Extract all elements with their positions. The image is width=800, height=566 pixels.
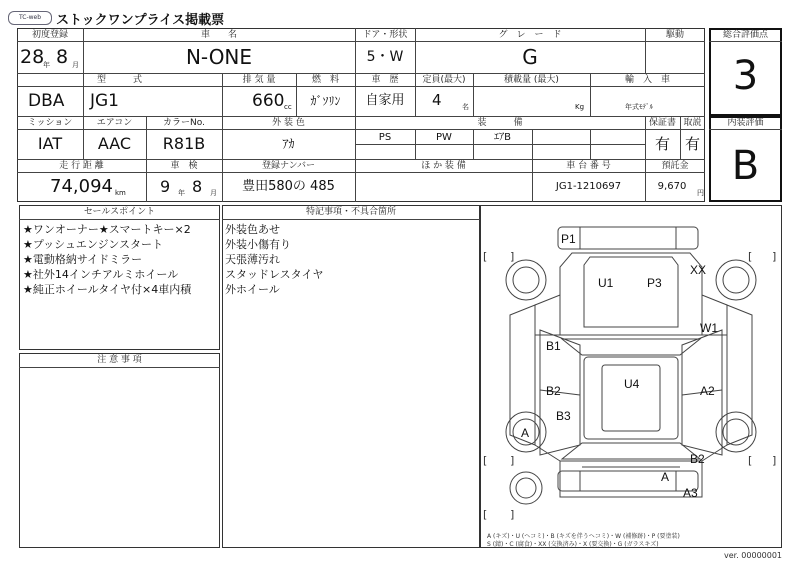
door-type: 5・W bbox=[366, 49, 404, 65]
sales-item: ★ワンオーナー★スマートキー×2 bbox=[23, 223, 191, 236]
legend-line-2: S (錆)・C (腐食)・XX (交換済み)・X (要交換)・G (ガラスキズ) bbox=[487, 541, 659, 548]
grade: G bbox=[522, 45, 538, 69]
yen-unit: 円 bbox=[697, 189, 704, 197]
damage-mark: A bbox=[521, 426, 530, 440]
damage-mark: B3 bbox=[556, 409, 571, 423]
fuel: ｶﾞｿﾘﾝ bbox=[310, 94, 341, 108]
inspection-year: 9 bbox=[160, 177, 171, 196]
model-label: 型 式 bbox=[96, 75, 142, 85]
other-equip-label: ほ か 装 備 bbox=[421, 161, 466, 171]
damage-mark: U1 bbox=[598, 276, 614, 290]
remark-item: スタッドレスタイヤ bbox=[225, 268, 324, 281]
insp-year-unit: 年 bbox=[178, 189, 185, 197]
first-reg-label: 初度登録 bbox=[31, 30, 68, 40]
recycle-label: 預託金 bbox=[661, 161, 689, 171]
history: 自家用 bbox=[365, 93, 405, 108]
sales-item: ★プッシュエンジンスタート bbox=[23, 238, 163, 251]
bracket-close: ] bbox=[510, 508, 515, 521]
mission: IAT bbox=[37, 134, 63, 153]
displacement-label: 排 気 量 bbox=[242, 75, 276, 85]
equip-item: PS bbox=[378, 132, 392, 143]
capacity-unit: 名 bbox=[462, 103, 469, 111]
damage-mark: P3 bbox=[647, 276, 662, 290]
remarks-label: 特記事項・不具合箇所 bbox=[305, 207, 396, 217]
remark-item: 天張薄汚れ bbox=[225, 253, 280, 266]
grade-label: グ レ ー ド bbox=[498, 30, 562, 40]
displacement: 660 bbox=[252, 91, 285, 111]
mission-label: ミッション bbox=[27, 118, 73, 128]
insp-month-unit: 月 bbox=[210, 189, 217, 197]
model-code: JG1 bbox=[90, 91, 120, 111]
inspection-month: 8 bbox=[192, 177, 203, 196]
drive-label: 駆動 bbox=[665, 30, 684, 40]
interior-score-label: 内装評価 bbox=[727, 118, 764, 128]
interior-score: B bbox=[731, 143, 760, 189]
sales-item: ★社外14インチアルミホイール bbox=[23, 268, 179, 281]
version-label: ver. 00000001 bbox=[724, 551, 783, 560]
import-model-year: 年式ﾓﾃﾞﾙ bbox=[625, 103, 653, 111]
history-label: 車 歴 bbox=[371, 75, 399, 85]
damage-mark: W1 bbox=[700, 321, 718, 335]
bracket-close: ] bbox=[510, 454, 515, 467]
legend-line-1: A (キズ)・U (ヘコミ)・B (キズを伴うヘコミ)・W (補修跡)・P (要塗装) bbox=[487, 533, 680, 540]
month-unit: 月 bbox=[72, 61, 79, 69]
load-label: 積載量 (最大) bbox=[504, 75, 559, 85]
bracket-open: [ bbox=[483, 454, 488, 467]
sales-item: ★純正ホイールタイヤ付×4車内積 bbox=[23, 283, 192, 296]
bracket-close: ] bbox=[510, 250, 515, 263]
damage-mark: P1 bbox=[561, 232, 576, 246]
plate-label: 登録ナンバー bbox=[262, 161, 315, 171]
remark-item: 外装色あせ bbox=[225, 223, 280, 236]
damage-mark: XX bbox=[690, 263, 707, 277]
damage-mark: B1 bbox=[546, 339, 561, 353]
exterior-label: 外 装 色 bbox=[272, 118, 305, 128]
chassis-number: JG1-1210697 bbox=[555, 181, 622, 192]
remark-item: 外装小傷有り bbox=[225, 238, 291, 251]
bracket-close: ] bbox=[772, 454, 777, 467]
ac-label: エアコン bbox=[96, 118, 133, 128]
caution-label: 注 意 事 項 bbox=[97, 355, 142, 365]
sales-point-list bbox=[23, 222, 191, 297]
warranty: 有 bbox=[654, 135, 670, 153]
manual: 有 bbox=[684, 135, 700, 153]
import-label: 輸 入 車 bbox=[624, 75, 670, 85]
recycle-fee: 9,670 bbox=[657, 181, 687, 192]
sales-item: ★電動格納サイドミラー bbox=[23, 253, 143, 266]
damage-mark: A bbox=[661, 470, 670, 484]
warranty-label: 保証書 bbox=[648, 118, 676, 128]
color-label: カラーNo. bbox=[163, 118, 205, 128]
damage-mark: A2 bbox=[700, 384, 715, 398]
door-label: ドア・形状 bbox=[362, 30, 408, 40]
equip-item: ｴｱB bbox=[494, 132, 511, 143]
equip-item: PW bbox=[436, 132, 452, 143]
bracket-open: [ bbox=[748, 454, 753, 467]
caution-box bbox=[19, 353, 220, 548]
page-title: ストックワンプライス掲載票 bbox=[56, 13, 225, 28]
km-unit: km bbox=[115, 189, 126, 197]
exterior-color: ｱｶ bbox=[282, 137, 295, 151]
damage-mark: A3 bbox=[683, 486, 698, 500]
manual-label: 取説 bbox=[683, 118, 702, 128]
car-name-label: 車 名 bbox=[200, 30, 237, 40]
ac: AAC bbox=[97, 134, 132, 153]
bracket-open: [ bbox=[483, 250, 488, 263]
damage-mark: B2 bbox=[546, 384, 561, 398]
capacity: 4 bbox=[432, 91, 442, 109]
load-unit: Kg bbox=[575, 103, 585, 111]
damage-mark: U4 bbox=[624, 377, 640, 391]
first-reg-month: 8 bbox=[56, 46, 69, 68]
cc-unit: cc bbox=[284, 103, 292, 111]
bracket-open: [ bbox=[483, 508, 488, 521]
damage-mark: B2 bbox=[690, 452, 705, 466]
equip-label: 装 備 bbox=[477, 118, 523, 128]
overall-score-label: 総合評価点 bbox=[722, 30, 768, 40]
plate-number: 豊田580の 485 bbox=[242, 179, 335, 194]
bracket-close: ] bbox=[772, 250, 777, 263]
mileage-label: 走 行 距 離 bbox=[59, 161, 104, 171]
inspection-label: 車 検 bbox=[170, 161, 198, 171]
chassis-label: 車 台 番 号 bbox=[566, 161, 611, 171]
model-prefix: DBA bbox=[28, 91, 65, 111]
logo: TC-web bbox=[8, 11, 52, 25]
car-name: N-ONE bbox=[185, 45, 253, 69]
overall-score: 3 bbox=[732, 53, 759, 99]
fuel-label: 燃 料 bbox=[311, 75, 339, 85]
sales-point-label: セールスポイント bbox=[83, 207, 156, 217]
remark-item: 外ホイール bbox=[225, 283, 280, 296]
mileage: 74,094 bbox=[50, 176, 113, 197]
capacity-label: 定員(最大) bbox=[422, 75, 466, 85]
remarks-list bbox=[225, 222, 323, 297]
year-unit: 年 bbox=[43, 61, 50, 69]
bracket-open: [ bbox=[748, 250, 753, 263]
first-reg-year: 28 bbox=[20, 46, 45, 68]
color-no: R81B bbox=[162, 134, 206, 153]
